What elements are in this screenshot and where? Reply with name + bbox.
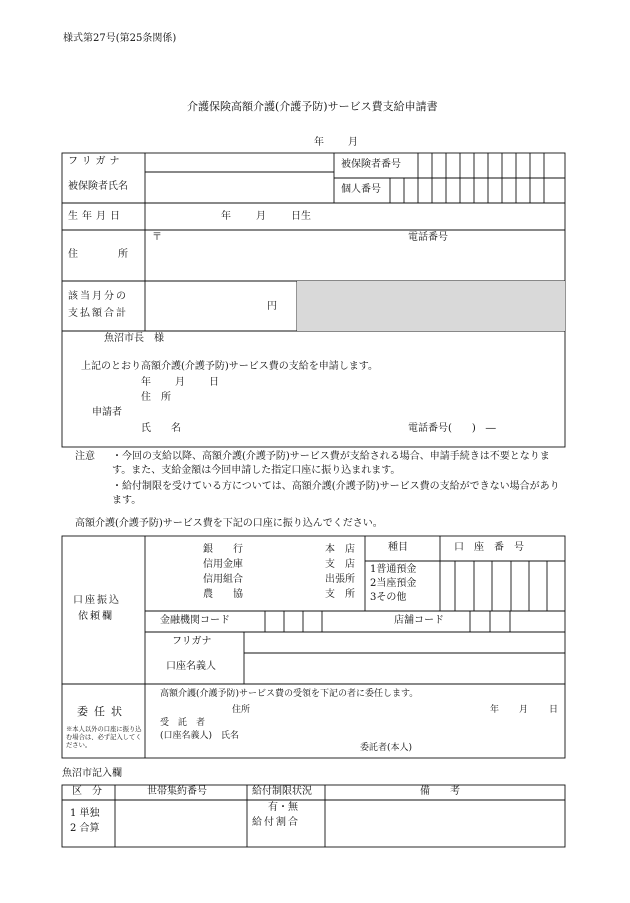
request-month-label: 月 [175,377,185,388]
birth-date-label: 生年月日 [68,211,124,222]
delegation-note: ※本人以外の口座に振り込む場合は、必ず記入してください。 [66,726,142,750]
branch-code-label: 店舗コード [394,615,444,626]
request-phone-label: 電話番号( ) ― [408,423,496,434]
branch-honten: 本 店 [325,544,355,555]
institution-bank: 銀 行 [203,544,243,555]
shaded-area [297,281,565,331]
yen-label: 円 [267,301,277,312]
account-type-header: 種目 [388,542,408,553]
account-number-header: 口 座 番 号 [454,542,524,553]
request-address-label: 住 所 [141,392,171,403]
postal-mark: 〒 [152,232,162,243]
note-2: ・給付制限を受けている方については、高額介護(介護予防)サービス費の支給ができない場合があります。 [112,481,560,506]
furigana-label: フリガナ [68,156,124,167]
request-year-label: 年 [141,377,151,388]
branch-shiten: 支 店 [325,559,355,570]
holder-furigana-label: フリガナ [172,636,212,647]
birth-day-label: 日生 [291,211,311,222]
category-single: 1 単独 [70,808,100,819]
restriction-ratio: 給付割合 [252,817,300,828]
phone-label: 電話番号 [408,232,448,243]
form-number: 様式第27号(第25条関係) [63,33,177,44]
insured-number-label: 被保険者番号 [341,159,401,170]
office-table-border [62,785,565,847]
bank-table-border [62,536,565,684]
delegation-month-label: 月 [519,705,529,715]
personal-number-label: 個人番号 [341,184,381,195]
office-section-title: 魚沼市記入欄 [62,768,122,779]
type-futsu: 1普通預金 [370,564,417,575]
office-header-remarks: 備 考 [420,786,460,797]
delegator-label: 委託者(本人) [360,743,413,753]
birth-year-label: 年 [221,211,231,222]
office-header-restriction: 給付制限状況 [252,786,312,797]
branch-shisho: 支 所 [325,589,355,600]
bank-code-label: 金融機関コード [160,615,230,626]
type-other: 3その他 [370,592,407,603]
type-toza: 2当座預金 [370,578,417,589]
delegation-day-label: 日 [549,705,559,715]
institution-shinkin: 信用金庫 [203,559,243,570]
request-name-label: 氏 名 [141,423,181,434]
institution-kumiai: 信用組合 [203,574,243,585]
bank-section-label-2: 依頼欄 [78,611,114,622]
delegation-address-label: 住所 [232,705,251,715]
office-header-household: 世帯集約番号 [147,786,207,797]
birth-month-label: 月 [256,211,266,222]
header-month-label: 月 [348,137,358,148]
address-label: 住所 [68,249,168,260]
request-day-label: 日 [209,377,219,388]
institution-noukyo: 農 協 [203,589,243,600]
branch-shutchojo: 出張所 [325,574,355,585]
delegation-statement: 高額介護(介護予防)サービス費の受領を下記の者に委任します。 [160,689,419,699]
form-title: 介護保険高額介護(介護予防)サービス費支給申請書 [187,100,438,113]
office-header-category: 区 分 [72,786,102,797]
insured-name-label: 被保険者氏名 [68,181,128,192]
delegation-label: 委任状 [77,705,128,718]
payment-total-label-1: 該当月分の [68,291,128,302]
bank-section-label-1: 口座振込 [73,595,121,606]
delegation-year-label: 年 [490,705,500,715]
mayor-address: 魚沼市長 様 [104,333,164,344]
request-statement: 上記のとおり高額介護(介護予防)サービス費の支給を申請します。 [81,361,379,372]
bank-intro: 高額介護(介護予防)サービス費を下記の口座に振り込んでください。 [75,518,383,529]
header-year-label: 年 [314,137,324,148]
note-1: ・今回の支給以降、高額介護(介護予防)サービス費が支給される場合、申請手続きは不要となります。また、支給金額は今回申請した指定口座に振り込まれます。 [112,451,550,476]
category-combined: 2 合算 [70,823,100,834]
holder-name-label: 口座名義人 [166,661,216,672]
trustee-label: 受 託 者 [160,718,206,728]
trustee-holder-name-label: (口座名義人) 氏名 [160,731,240,741]
notes-label: 注意 [75,451,95,462]
restriction-yes-no: 有・無 [268,802,298,813]
applicant-label: 申請者 [92,407,122,418]
payment-total-label-2: 支払額合計 [68,308,128,319]
